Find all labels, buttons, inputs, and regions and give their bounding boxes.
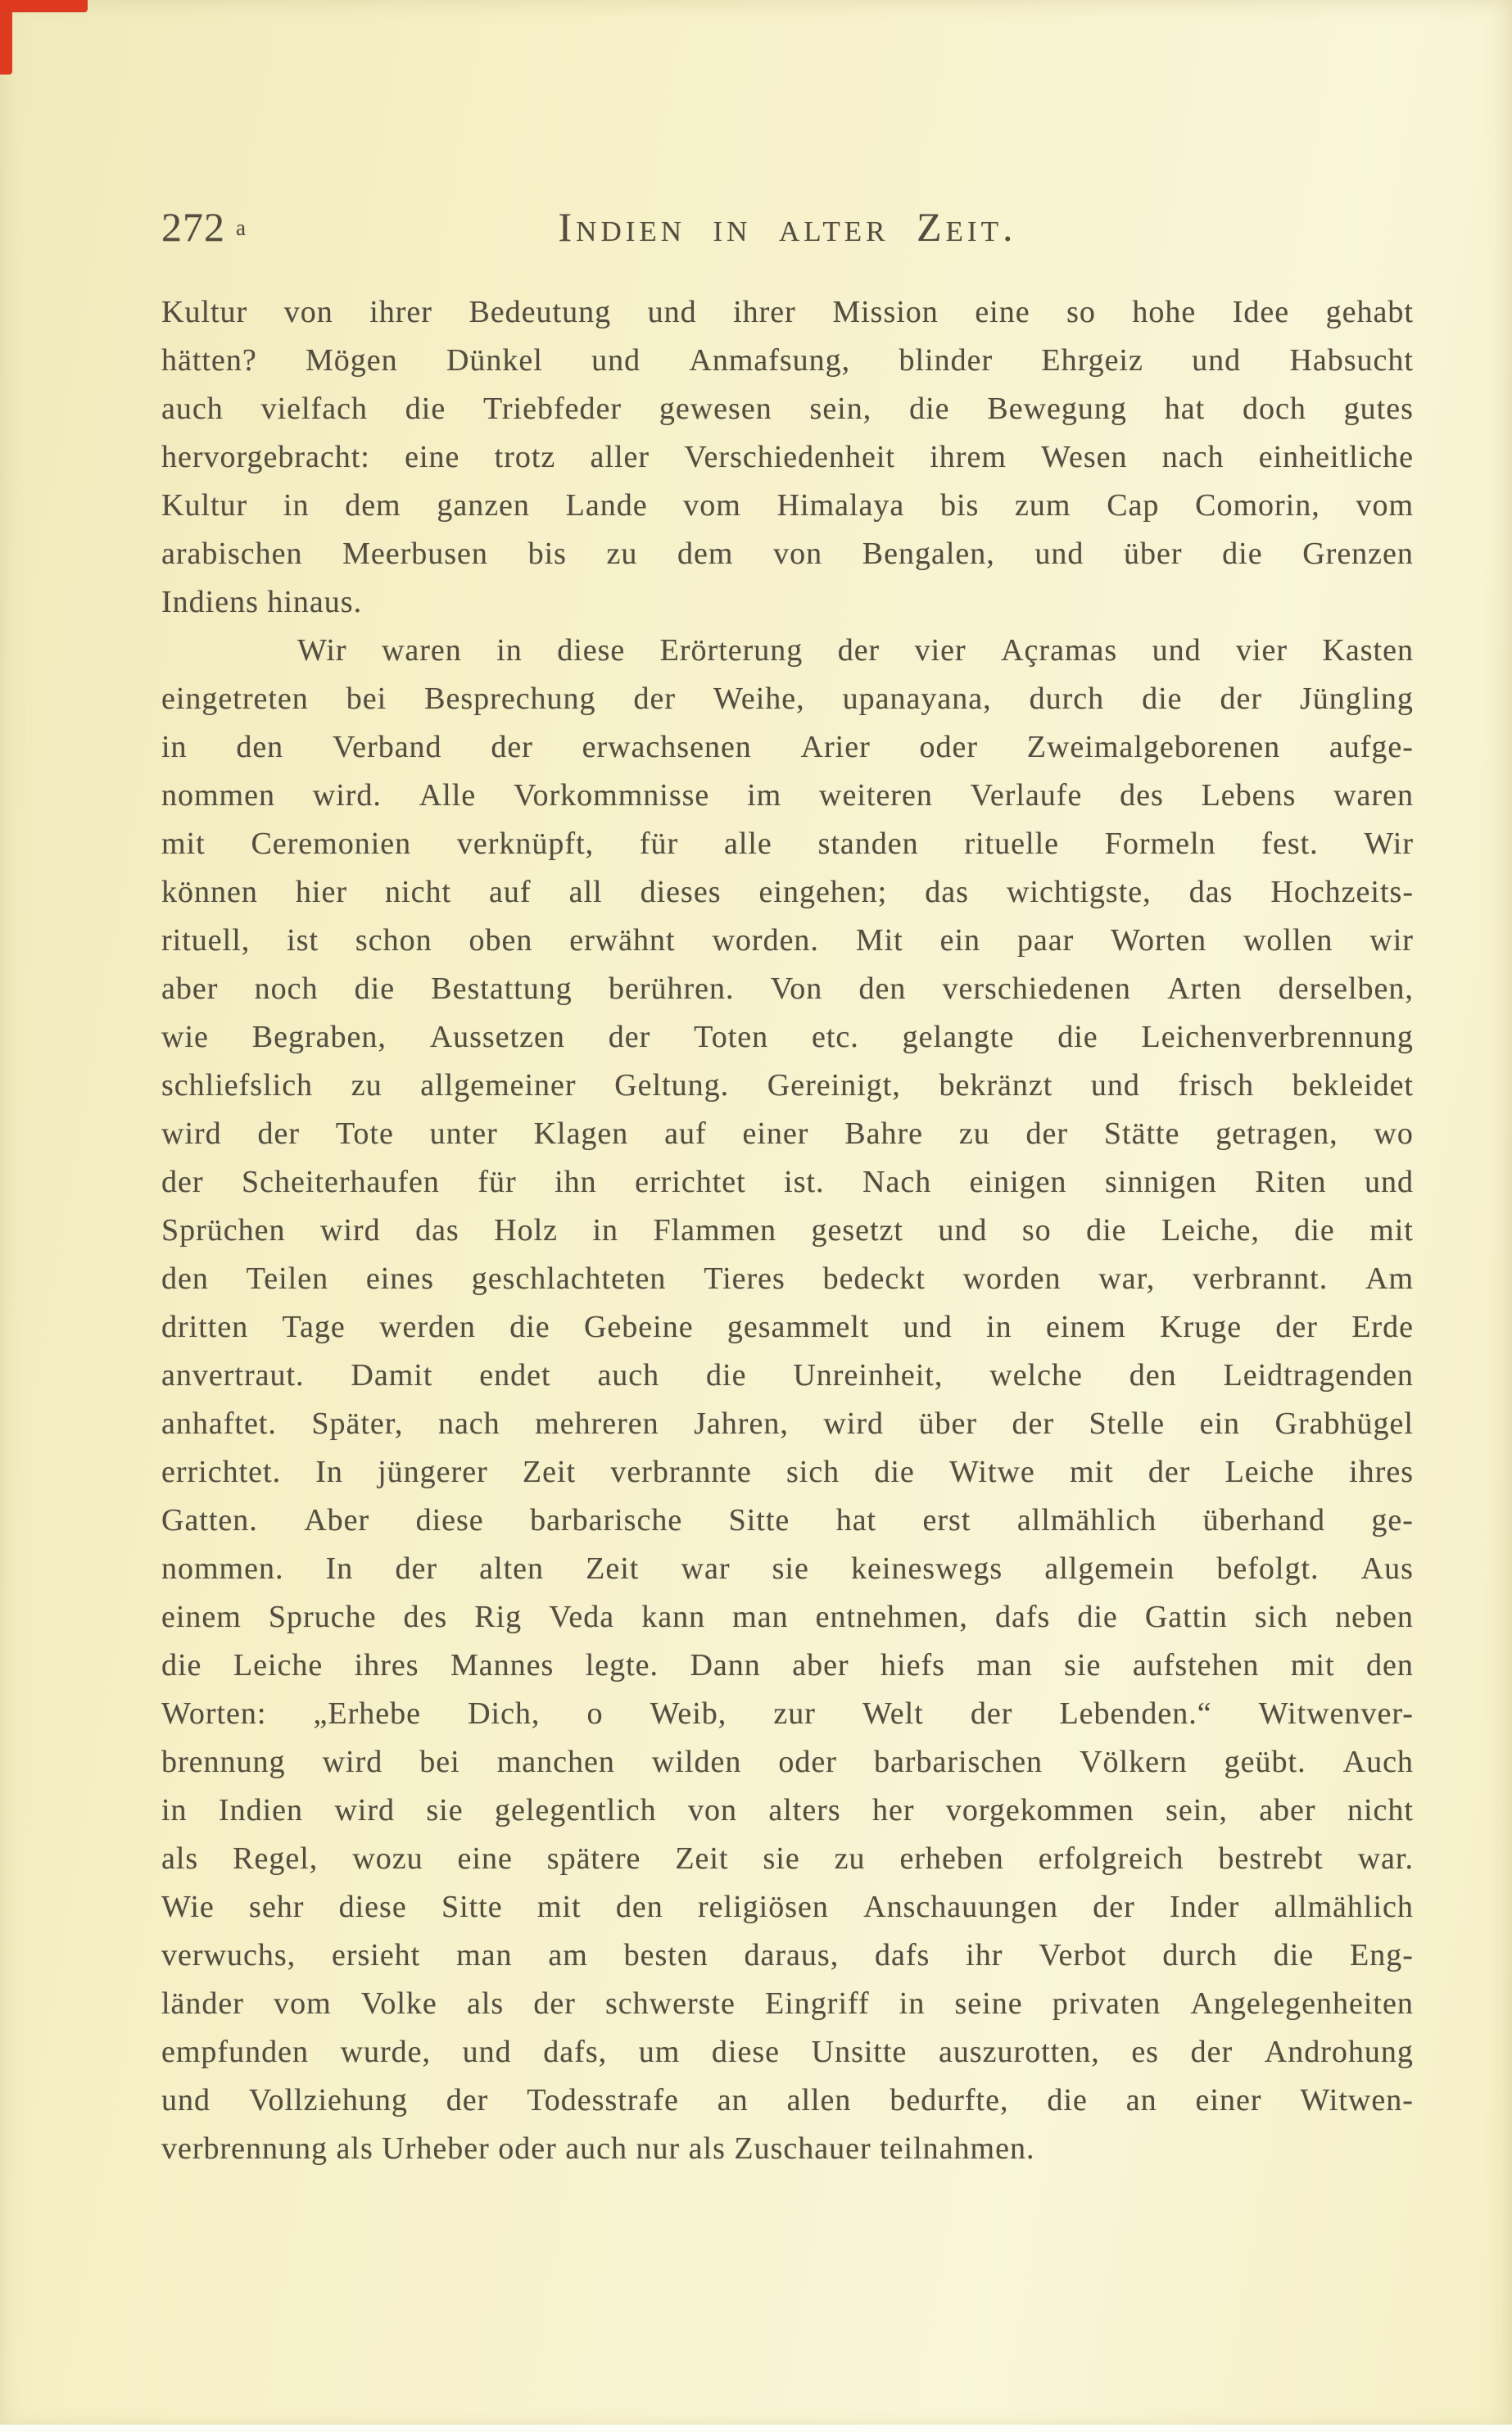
- text-line: einem Spruche des Rig Veda kann man entnehmen, dafs die Gattin sich neben: [161, 1600, 1414, 1634]
- page-bottom-edge: [0, 2425, 1512, 2432]
- red-corner-mark-left: [0, 0, 12, 75]
- text-line: aber noch die Bestattung berühren. Von den verschiedenen Arten derselben,: [161, 971, 1414, 1006]
- text-line: und Vollziehung der Todesstrafe an allen bedurfte, die an einer Witwen-: [161, 2083, 1414, 2117]
- text-line: in den Verband der erwachsenen Arier oder Zweimalgeborenen aufge-: [161, 730, 1414, 764]
- text-line: Indiens hinaus.: [161, 585, 363, 619]
- text-block: [161, 288, 1414, 2173]
- text-line: errichtet. In jüngerer Zeit verbrannte sich die Witwe mit der Leiche ihres: [161, 1455, 1414, 1489]
- text-line: hervorgebracht: eine trotz aller Verschiedenheit ihrem Wesen nach einheitliche: [161, 440, 1414, 474]
- text-line: der Scheiterhaufen für ihn errichtet ist. Nach einigen sinnigen Riten und: [161, 1165, 1414, 1199]
- text-line: empfunden wurde, und dafs, um diese Unsitte auszurotten, es der Androhung: [161, 2035, 1414, 2069]
- text-line: verwuchs, ersieht man am besten daraus, dafs ihr Verbot durch die Eng-: [161, 1938, 1414, 1972]
- page-number-value: 272: [161, 204, 225, 250]
- text-line: wird der Tote unter Klagen auf einer Bahre zu der Stätte getragen, wo: [161, 1116, 1414, 1151]
- text-line: den Teilen eines geschlachteten Tieres bedeckt worden war, verbrannt. Am: [161, 1261, 1414, 1296]
- text-line: die Leiche ihres Mannes legte. Dann aber hiefs man sie aufstehen mit den: [161, 1648, 1414, 1682]
- text-line: in Indien wird sie gelegentlich von alters her vorgekommen sein, aber nicht: [161, 1793, 1414, 1827]
- text-line: eingetreten bei Besprechung der Weihe, upanayana, durch die der Jüngling: [161, 682, 1414, 716]
- text-line: Sprüchen wird das Holz in Flammen gesetzt und so die Leiche, die mit: [161, 1213, 1414, 1248]
- text-line: wie Begraben, Aussetzen der Toten etc. gelangte die Leichenverbrennung: [161, 1020, 1414, 1054]
- page-number-suffix: a: [236, 215, 247, 240]
- text-line: schliefslich zu allgemeiner Geltung. Gereinigt, bekränzt und frisch bekleidet: [161, 1068, 1414, 1103]
- text-line: länder vom Volke als der schwerste Eingriff in seine privaten Angelegenheiten: [161, 1986, 1414, 2021]
- red-corner-mark-top: [0, 0, 88, 12]
- text-line: nommen. In der alten Zeit war sie keineswegs allgemein befolgt. Aus: [161, 1551, 1414, 1586]
- text-line: mit Ceremonien verknüpft, für alle standen rituelle Formeln fest. Wir: [161, 827, 1414, 861]
- text-line: als Regel, wozu eine spätere Zeit sie zu erheben erfolgreich bestrebt war.: [161, 1841, 1414, 1876]
- text-line: anvertraut. Damit endet auch die Unreinheit, welche den Leidtragenden: [161, 1358, 1414, 1393]
- text-line: arabischen Meerbusen bis zu dem von Bengalen, und über die Grenzen: [161, 537, 1414, 571]
- page-header: [161, 206, 1414, 256]
- text-line: verbrennung als Urheber oder auch nur als Zuschauer teilnahmen.: [161, 2131, 1035, 2166]
- text-line: Wir waren in diese Erörterung der vier Açramas und vier Kasten: [297, 633, 1414, 668]
- text-line: nommen wird. Alle Vorkommnisse im weiteren Verlaufe des Lebens waren: [161, 778, 1414, 813]
- text-line: brennung wird bei manchen wilden oder barbarischen Völkern geübt. Auch: [161, 1745, 1414, 1779]
- text-line: können hier nicht auf all dieses eingehen; das wichtigste, das Hochzeits-: [161, 875, 1414, 909]
- text-line: Kultur in dem ganzen Lande vom Himalaya bis zum Cap Comorin, vom: [161, 488, 1414, 523]
- text-line: anhaftet. Später, nach mehreren Jahren, wird über der Stelle ein Grabhügel: [161, 1406, 1414, 1441]
- text-line: Gatten. Aber diese barbarische Sitte hat erst allmählich überhand ge-: [161, 1503, 1414, 1538]
- text-line: Worten: „Erhebe Dich, o Weib, zur Welt der Lebenden.“ Witwenver-: [161, 1696, 1414, 1731]
- text-line: rituell, ist schon oben erwähnt worden. Mit ein paar Worten wollen wir: [161, 923, 1414, 958]
- text-line: Wie sehr diese Sitte mit den religiösen Anschauungen der Inder allmählich: [161, 1890, 1414, 1924]
- running-title: Indien in alter Zeit.: [558, 204, 1017, 250]
- text-line: hätten? Mögen Dünkel und Anmafsung, blinder Ehrgeiz und Habsucht: [161, 343, 1414, 378]
- text-line: Kultur von ihrer Bedeutung und ihrer Mission eine so hohe Idee gehabt: [161, 295, 1414, 329]
- text-line: auch vielfach die Triebfeder gewesen sein, die Bewegung hat doch gutes: [161, 392, 1414, 426]
- text-line: dritten Tage werden die Gebeine gesammelt und in einem Kruge der Erde: [161, 1310, 1414, 1344]
